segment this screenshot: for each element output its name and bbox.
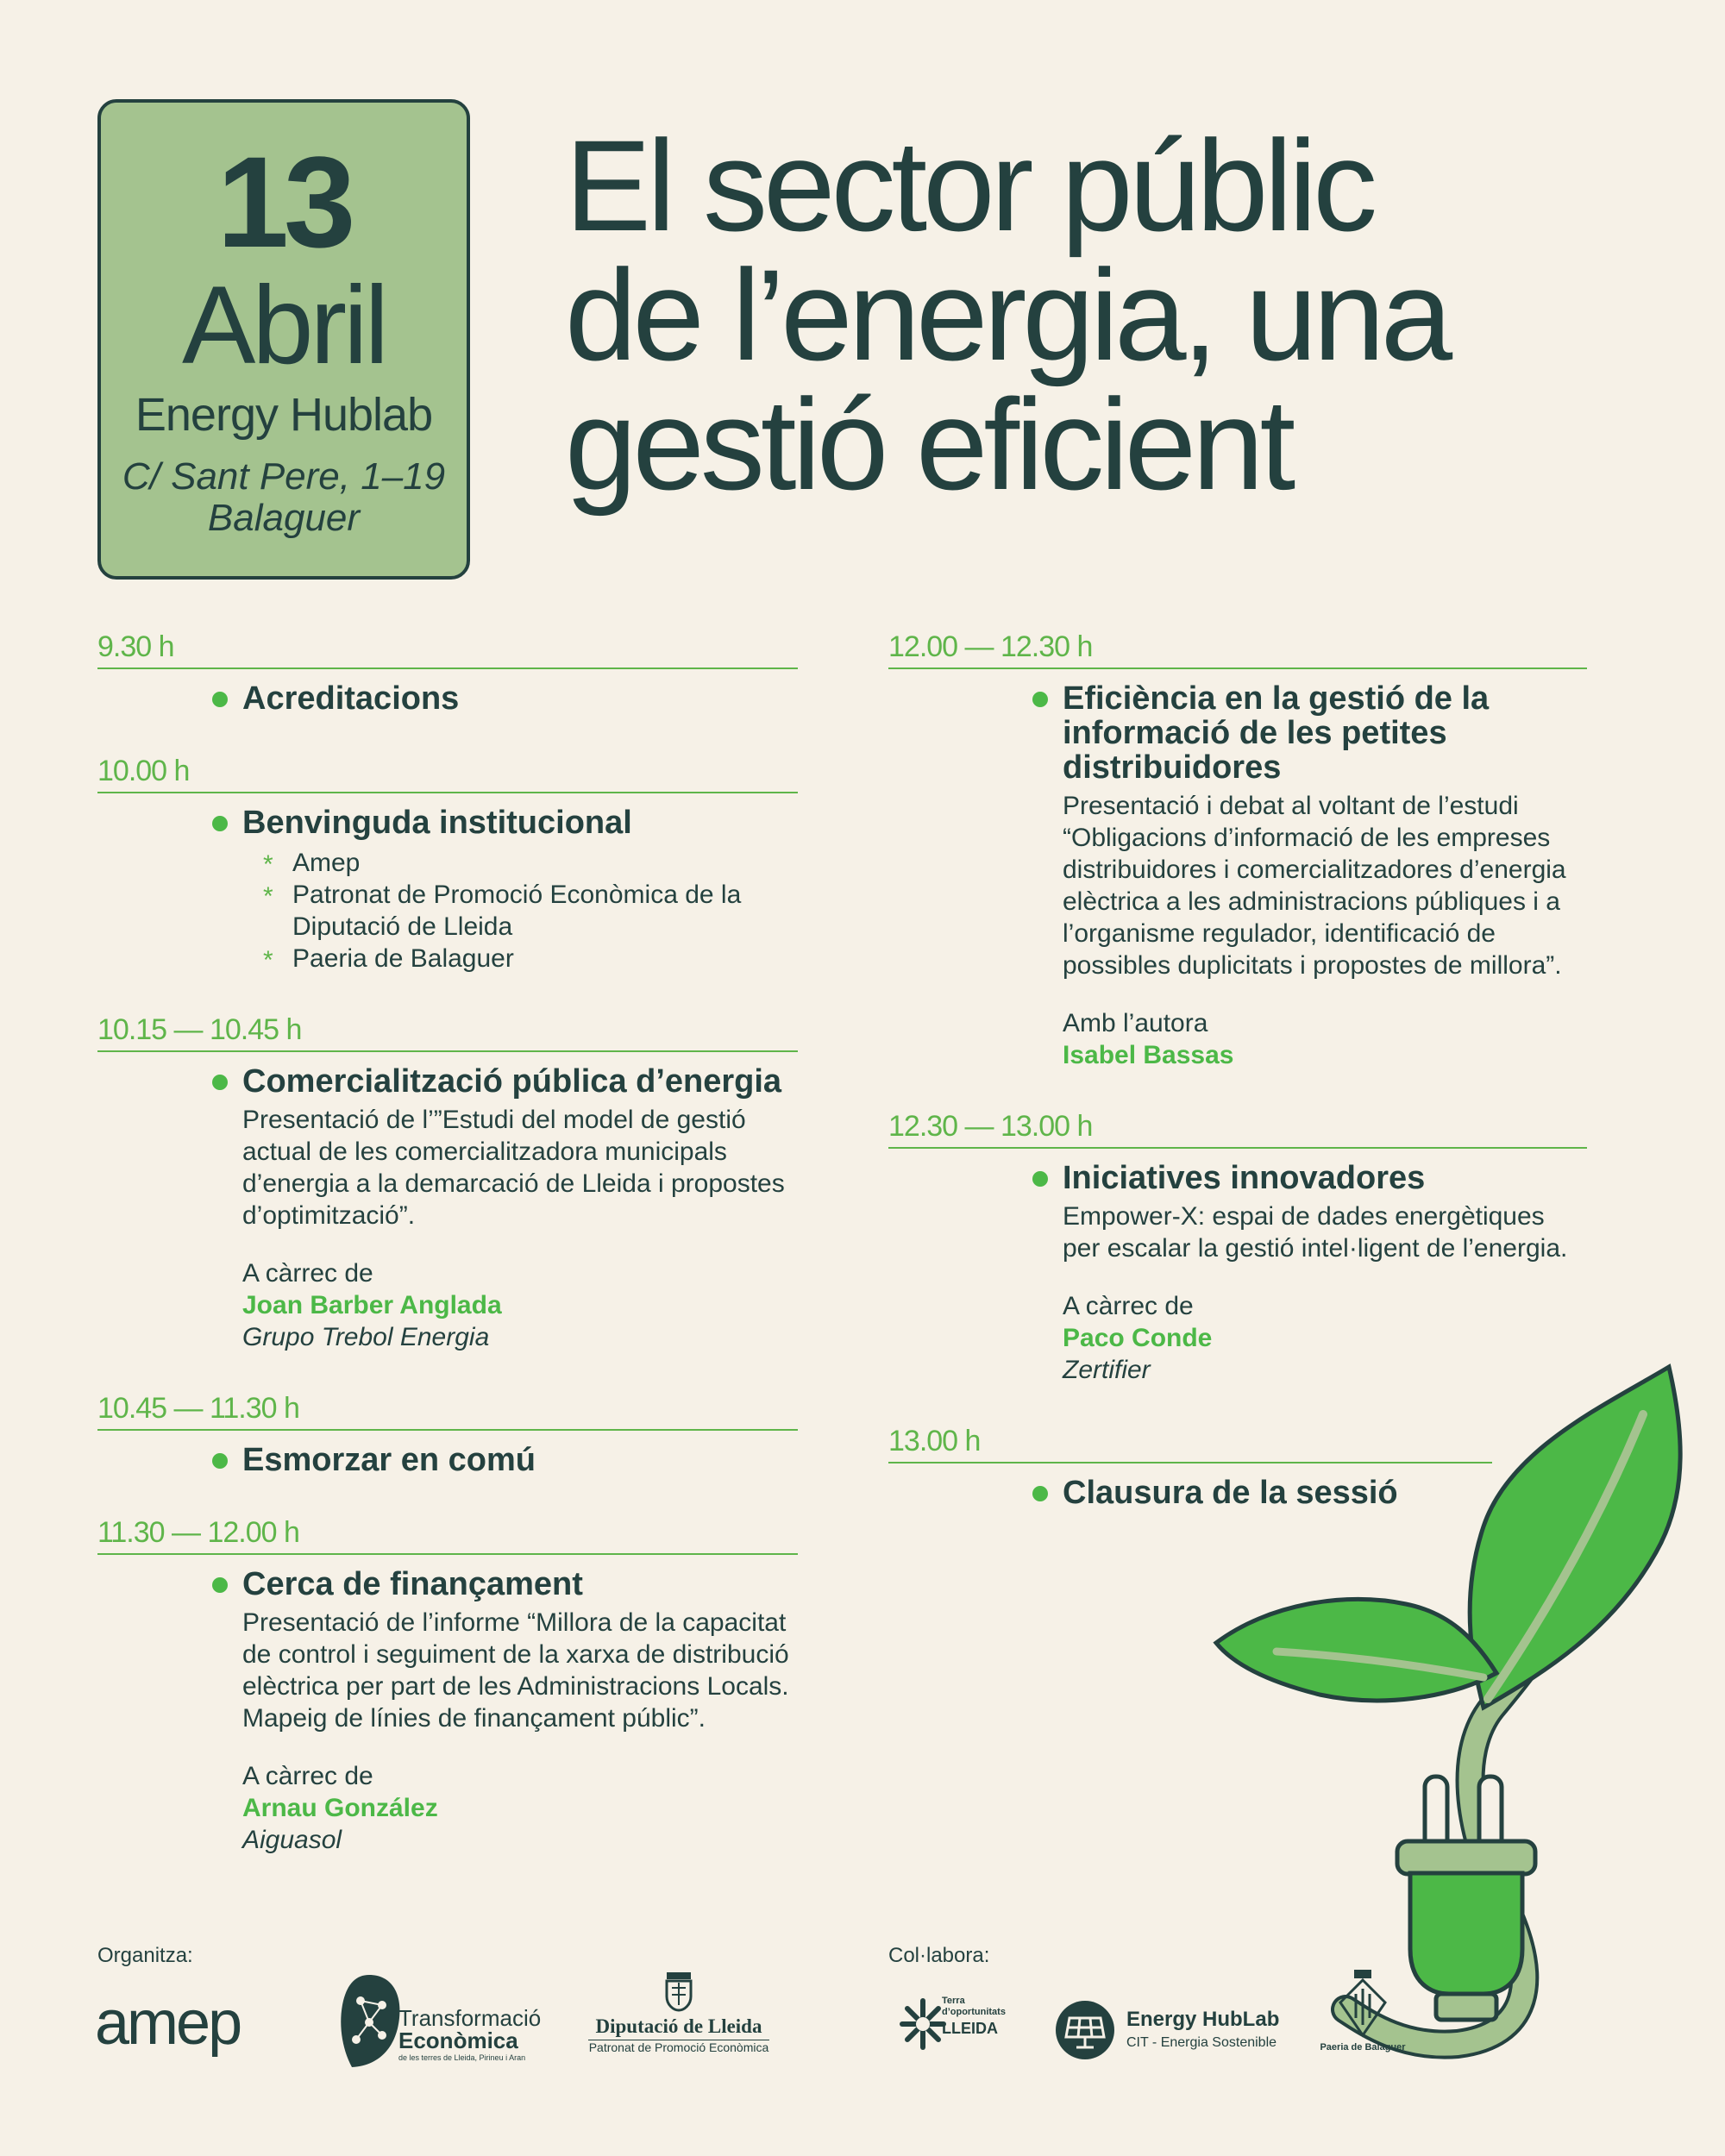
speaker-label: Amb l’autora: [1063, 1009, 1208, 1037]
welcome-list: [242, 847, 798, 975]
terra-line-2: d’oportunitats: [942, 2007, 1006, 2017]
energy-hublab-logo: [1054, 1999, 1313, 2064]
terra-line-1: Terra: [942, 1996, 965, 2006]
session-title: Esmorzar en comú: [242, 1443, 798, 1477]
schedule-block: [97, 1391, 798, 1477]
coat-of-arms-icon: [663, 1971, 694, 2012]
collaborates-label: Col·labora:: [888, 1944, 990, 1967]
plant-plug-illustration: [1199, 1345, 1716, 2087]
session-title: Benvinguda institucional: [242, 805, 798, 840]
schedule-block: [97, 630, 798, 716]
diputacio-name: Diputació de Lleida: [595, 2015, 762, 2037]
speaker-org: Grupo Trebol Energia: [242, 1323, 490, 1351]
speaker-name: Joan Barber Anglada: [242, 1291, 502, 1319]
time-slot: 12.30 — 13.00 h: [888, 1109, 1587, 1149]
time-slot: 13.00 h: [888, 1424, 1492, 1463]
speaker-org: Aiguasol: [242, 1826, 342, 1854]
session-title: Iniciatives innovadores: [1063, 1161, 1587, 1195]
small-leaf: [1216, 1599, 1496, 1701]
session-title: Comercialització pública d’energia: [242, 1064, 798, 1099]
amep-logo: amep: [95, 1989, 241, 2058]
schedule-block: [888, 1109, 1587, 1386]
hublab-name: Energy HubLab: [1126, 2008, 1280, 2031]
transformacio-line-3: de les terres de Lleida, Pirineu i Aran: [398, 2053, 526, 2062]
plug-body: [1410, 1873, 1522, 1994]
time-slot: 10.15 — 10.45 h: [97, 1012, 798, 1052]
transformacio-line-1: Transformació: [398, 2005, 542, 2031]
organizes-label: Organitza:: [97, 1944, 193, 1967]
terra-oportunitats-logo: [897, 1994, 1035, 2063]
title-line-2: de l’energia, una: [565, 242, 1449, 387]
speaker-org: Zertifier: [1063, 1356, 1151, 1384]
list-item: * Amep: [242, 847, 798, 879]
address-line-1: C/ Sant Pere, 1–19: [122, 455, 446, 498]
time-slot: 11.30 — 12.00 h: [97, 1515, 798, 1555]
date-box: [97, 99, 470, 580]
session-title: Eficiència en la gestió de la informació de les petites distribuidores: [1063, 681, 1587, 785]
page-title: [565, 113, 1686, 517]
diputacio-lleida-logo: [580, 1971, 778, 2065]
date-day: 13: [216, 129, 351, 274]
paeria-balaguer-logo: [1311, 1968, 1414, 2063]
plug-head: [1397, 1841, 1535, 1874]
time-slot: 12.00 — 12.30 h: [888, 630, 1587, 669]
schedule-block: [97, 754, 798, 975]
list-item: * Patronat de Promoció Econòmica de la Diputació de Lleida: [242, 879, 798, 943]
schedule-block: [97, 1515, 798, 1856]
speaker-name: Arnau González: [242, 1794, 438, 1822]
session-description: Empower-X: espai de dades energètiques per escalar la gestió intel·ligent de l’energia.: [1063, 1202, 1568, 1263]
list-item: * Paeria de Balaguer: [242, 943, 798, 975]
schedule-block: [888, 630, 1587, 1071]
date-month: Abril: [181, 264, 386, 387]
big-leaf: [1470, 1367, 1680, 1708]
paeria-name: Paeria de Balaguer: [1320, 2042, 1406, 2053]
shield-icon: [1337, 1968, 1389, 2039]
speaker-label: A càrrec de: [242, 1259, 373, 1288]
schedule-block: [97, 1012, 798, 1353]
title-line-1: El sector públic: [565, 113, 1374, 258]
session-description: Presentació de l’”Estudi del model de gestió actual de les comercialitzadora municipals d’energia a la demarcació de Lleida i propostes d’optimització”.: [242, 1106, 785, 1230]
speaker-name: Isabel Bassas: [1063, 1041, 1234, 1069]
diputacio-subtitle: Patronat de Promoció Econòmica: [588, 2040, 769, 2054]
session-description: Presentació de l’informe “Millora de la capacitat de control i seguiment de la xarxa de distribució elèctrica per part de les Administracions Locals. Mapeig de línies de finançament públic”.: [242, 1608, 789, 1733]
transformacio-line-2: Econòmica: [398, 2028, 518, 2053]
address-line-2: Balaguer: [207, 497, 361, 540]
speaker-label: A càrrec de: [1063, 1292, 1194, 1320]
title-line-3: gestió eficient: [565, 372, 1292, 517]
time-slot: 10.45 — 11.30 h: [97, 1391, 798, 1431]
session-description: Presentació i debat al voltant de l’estudi “Obligacions d’informació de les empreses distribuidores i comercialitzadores d’energia elèctrica a les administracions públiques i a l’organisme regulador, identificació de possibles duplicitats i propostes de millora”.: [1063, 792, 1566, 980]
terra-line-3: LLEIDA: [942, 2020, 998, 2037]
time-slot: 9.30 h: [97, 630, 798, 669]
venue-name: Energy Hublab: [135, 389, 433, 441]
solar-panel-icon: [1054, 1999, 1116, 2061]
transformacio-economica-logo: [335, 1971, 550, 2074]
network-icon: [335, 1971, 404, 2070]
venue-address: [101, 456, 467, 540]
sun-burst-icon: [897, 1994, 949, 2054]
schedule-left-column: [97, 630, 798, 1894]
speaker-name: Paco Conde: [1063, 1324, 1213, 1352]
speaker-label: A càrrec de: [242, 1762, 373, 1790]
time-slot: 10.00 h: [97, 754, 798, 793]
session-title: Acreditacions: [242, 681, 798, 716]
hublab-subtitle: CIT - Energia Sostenible: [1126, 2035, 1277, 2050]
session-title: Cerca de finançament: [242, 1567, 798, 1601]
session-title: Clausura de la sessió: [1063, 1476, 1587, 1510]
